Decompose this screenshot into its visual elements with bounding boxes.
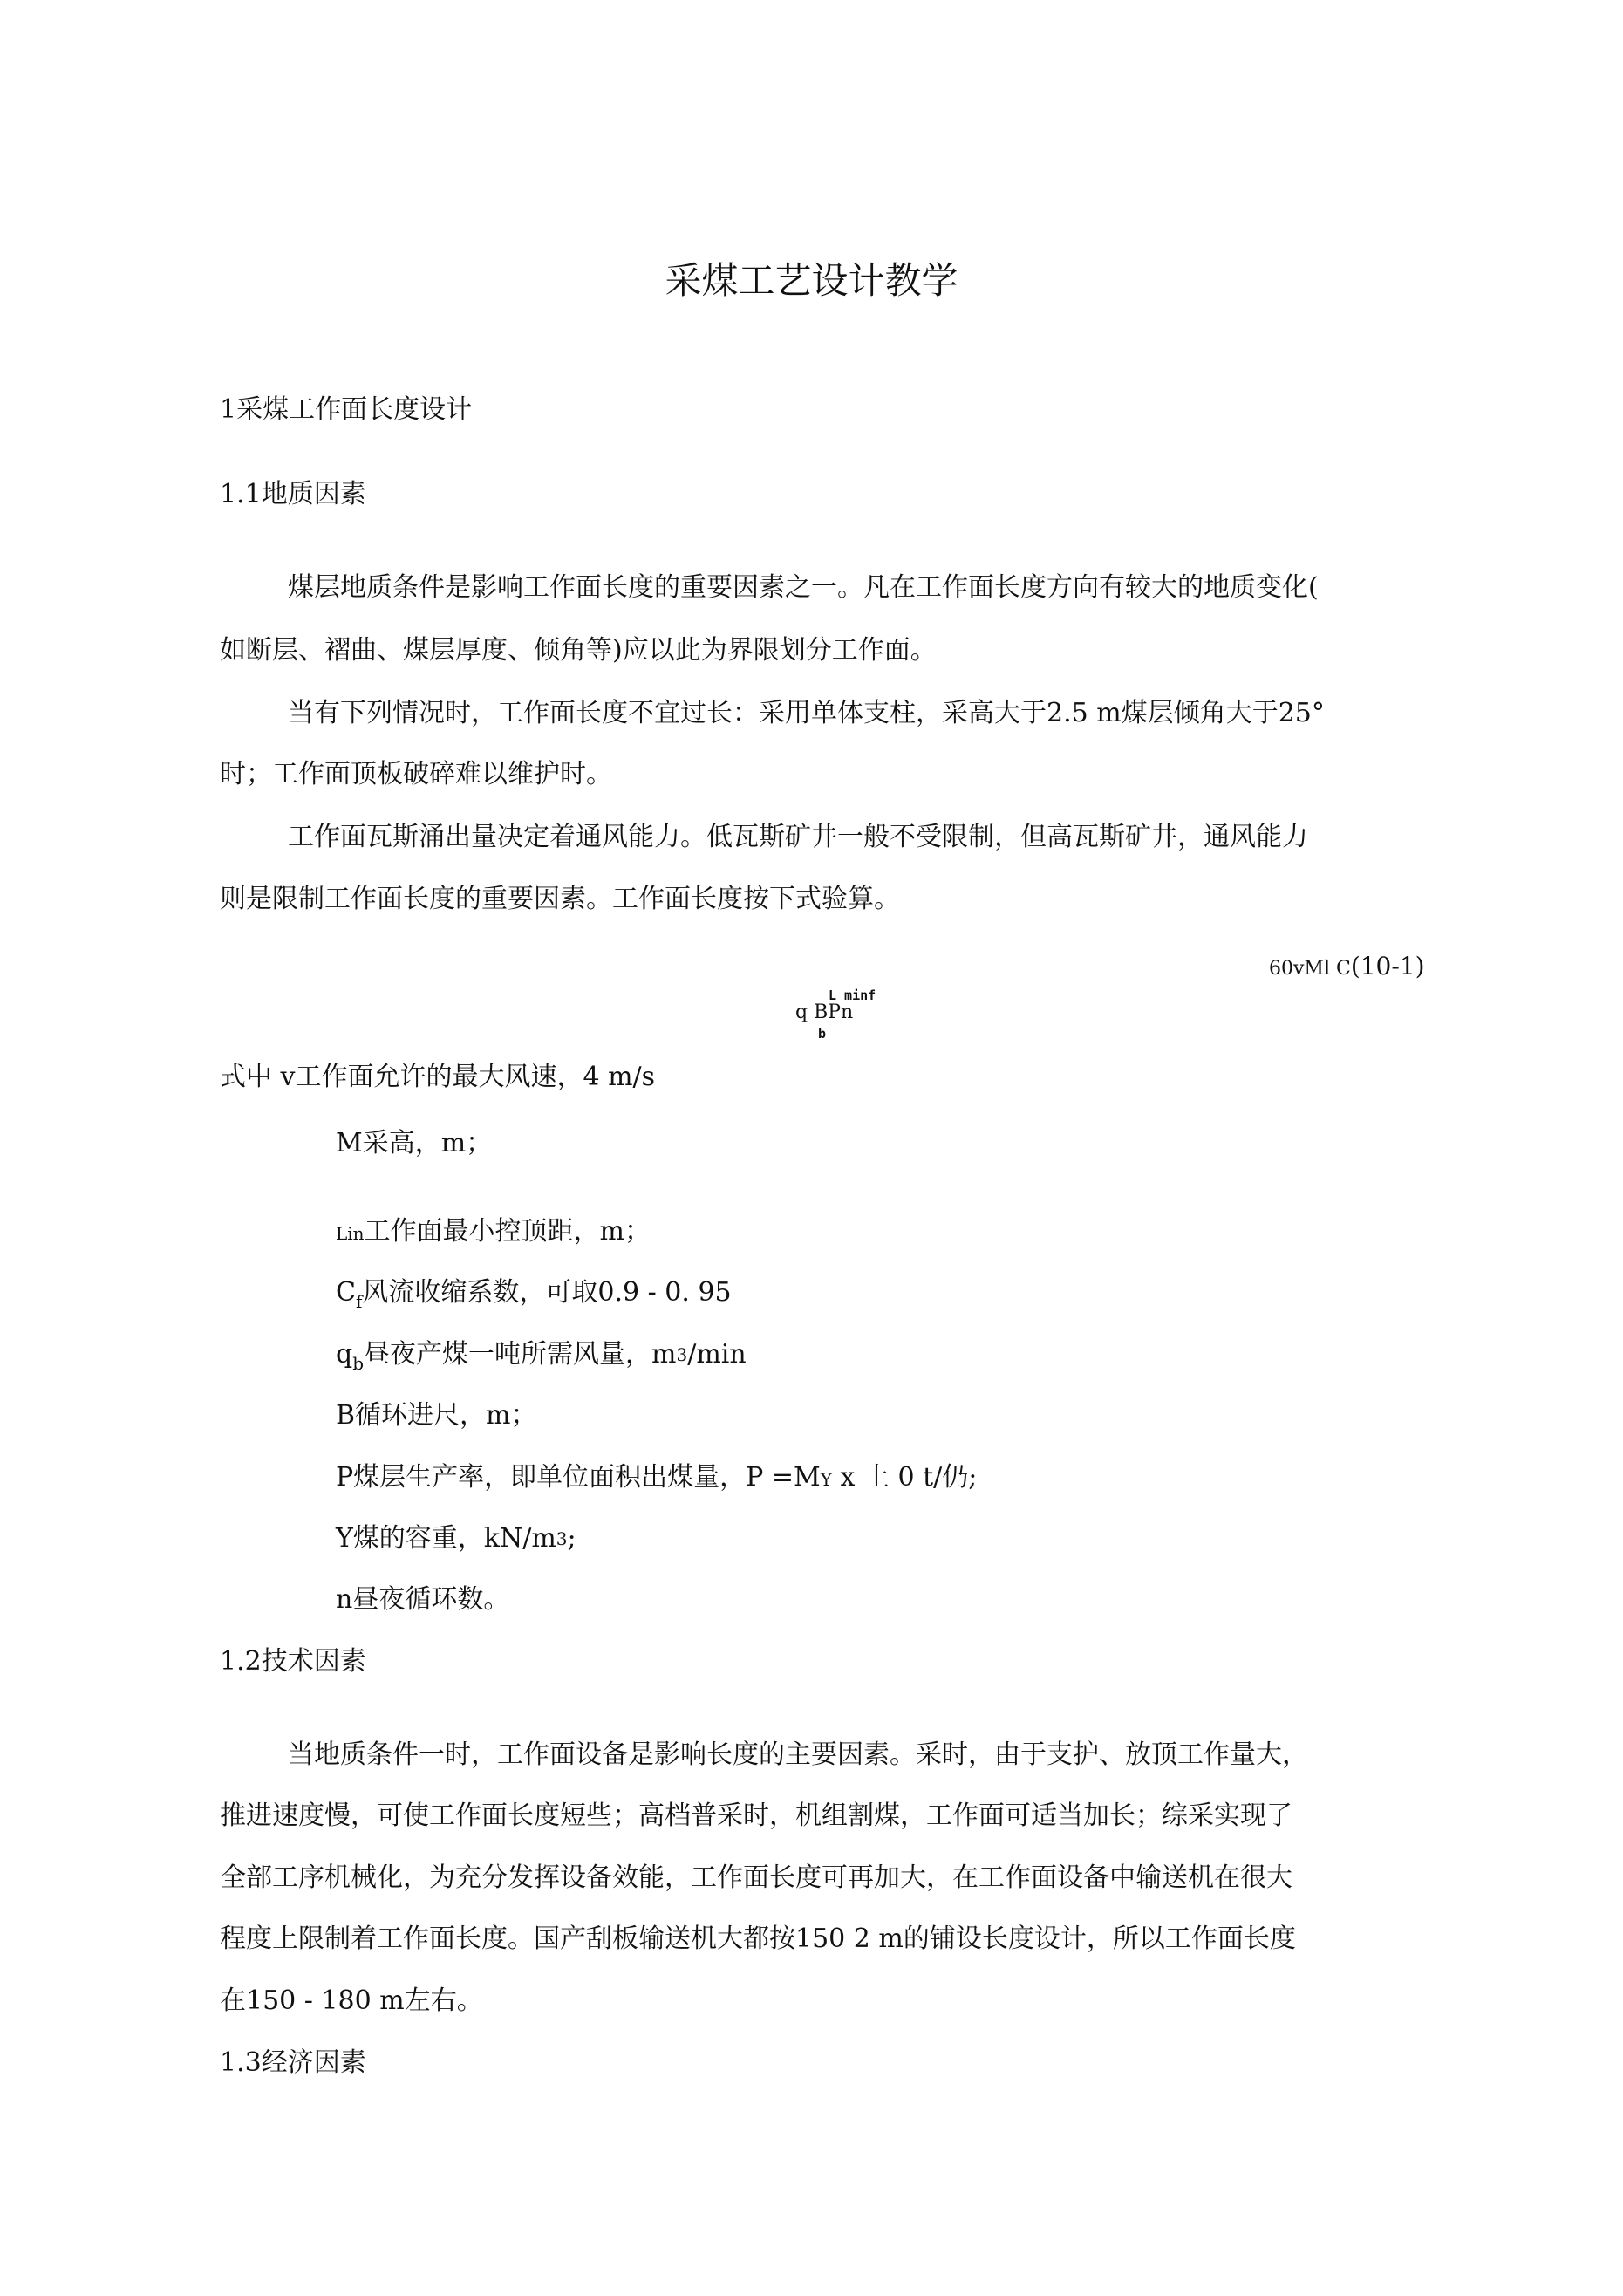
paragraph-tech-line5: 在150 - 180 m左右。 — [220, 1985, 483, 2016]
paragraph-tech-line1: 当地质条件一时，工作面设备是影响长度的主要因素。采时，由于支护、放顶工作量大， — [288, 1739, 1308, 1770]
section-heading-1: 1采煤工作面长度设计 — [220, 394, 473, 425]
paragraph-gas-line2: 则是限制工作面长度的重要因素。工作面长度按下式验算。 — [220, 884, 900, 914]
paragraph-tech-line2: 推进速度慢，可使工作面长度短些；高档普采时，机组割煤，工作面可适当加长；综采实现了 — [220, 1801, 1292, 1831]
definition-m: M采高，m； — [336, 1128, 493, 1158]
paragraph-conditions-line1: 当有下列情况时，工作面长度不宜过长：采用单体支柱，采高大于2.5 m煤层倾角大于25° — [288, 698, 1325, 728]
page-title: 采煤工艺设计教学 — [665, 259, 958, 302]
definition-p: P煤层生产率，即单位面积出煤量，P =MY x 土 0 t/仍; — [336, 1462, 978, 1493]
definition-y: Y煤的容重，kN/m3; — [336, 1523, 576, 1554]
paragraph-conditions-line2: 时；工作面顶板破碎难以维护时。 — [220, 759, 612, 789]
paragraph-tech-line4: 程度上限制着工作面长度。国产刮板输送机大都按150 2 m的铺设长度设计，所以工作面长度 — [220, 1924, 1296, 1954]
definition-n: n昼夜循环数。 — [336, 1584, 510, 1615]
definition-c: $C_f$风流收缩系数，可取0.9 - 0. 95 — [336, 1277, 732, 1312]
formula-middle: q BPn — [795, 1001, 854, 1023]
section-heading-1-2: 1.2技术因素 — [220, 1646, 366, 1677]
section-heading-1-3: 1.3经济因素 — [220, 2047, 366, 2078]
definition-v: 式中 v工作面允许的最大风速，4 m/s — [220, 1062, 656, 1092]
section-heading-1-1: 1.1地质因素 — [220, 479, 366, 509]
paragraph-tech-line3: 全部工序机械化，为充分发挥设备效能，工作面长度可再加大，在工作面设备中输送机在很大 — [220, 1862, 1292, 1893]
formula-number: 60vMl C(10-1) — [1269, 952, 1425, 981]
paragraph-gas-line1: 工作面瓦斯涌出量决定着通风能力。低瓦斯矿井一般不受限制，但高瓦斯矿井，通风能力 — [288, 822, 1308, 852]
definition-q: $q_b$昼夜产煤一吨所需风量，m3/min — [336, 1339, 747, 1374]
formula-top: L minf — [829, 987, 876, 1003]
paragraph-geology-line2: 如断层、褶曲、煤层厚度、倾角等)应以此为界限划分工作面。 — [220, 635, 937, 666]
definition-b: B循环进尺，m； — [336, 1400, 537, 1431]
definition-l: Lin工作面最小控顶距，m； — [336, 1216, 651, 1247]
formula-bottom: b — [818, 1026, 827, 1042]
paragraph-geology-line1: 煤层地质条件是影响工作面长度的重要因素之一。凡在工作面长度方向有较大的地质变化( — [288, 572, 1319, 603]
